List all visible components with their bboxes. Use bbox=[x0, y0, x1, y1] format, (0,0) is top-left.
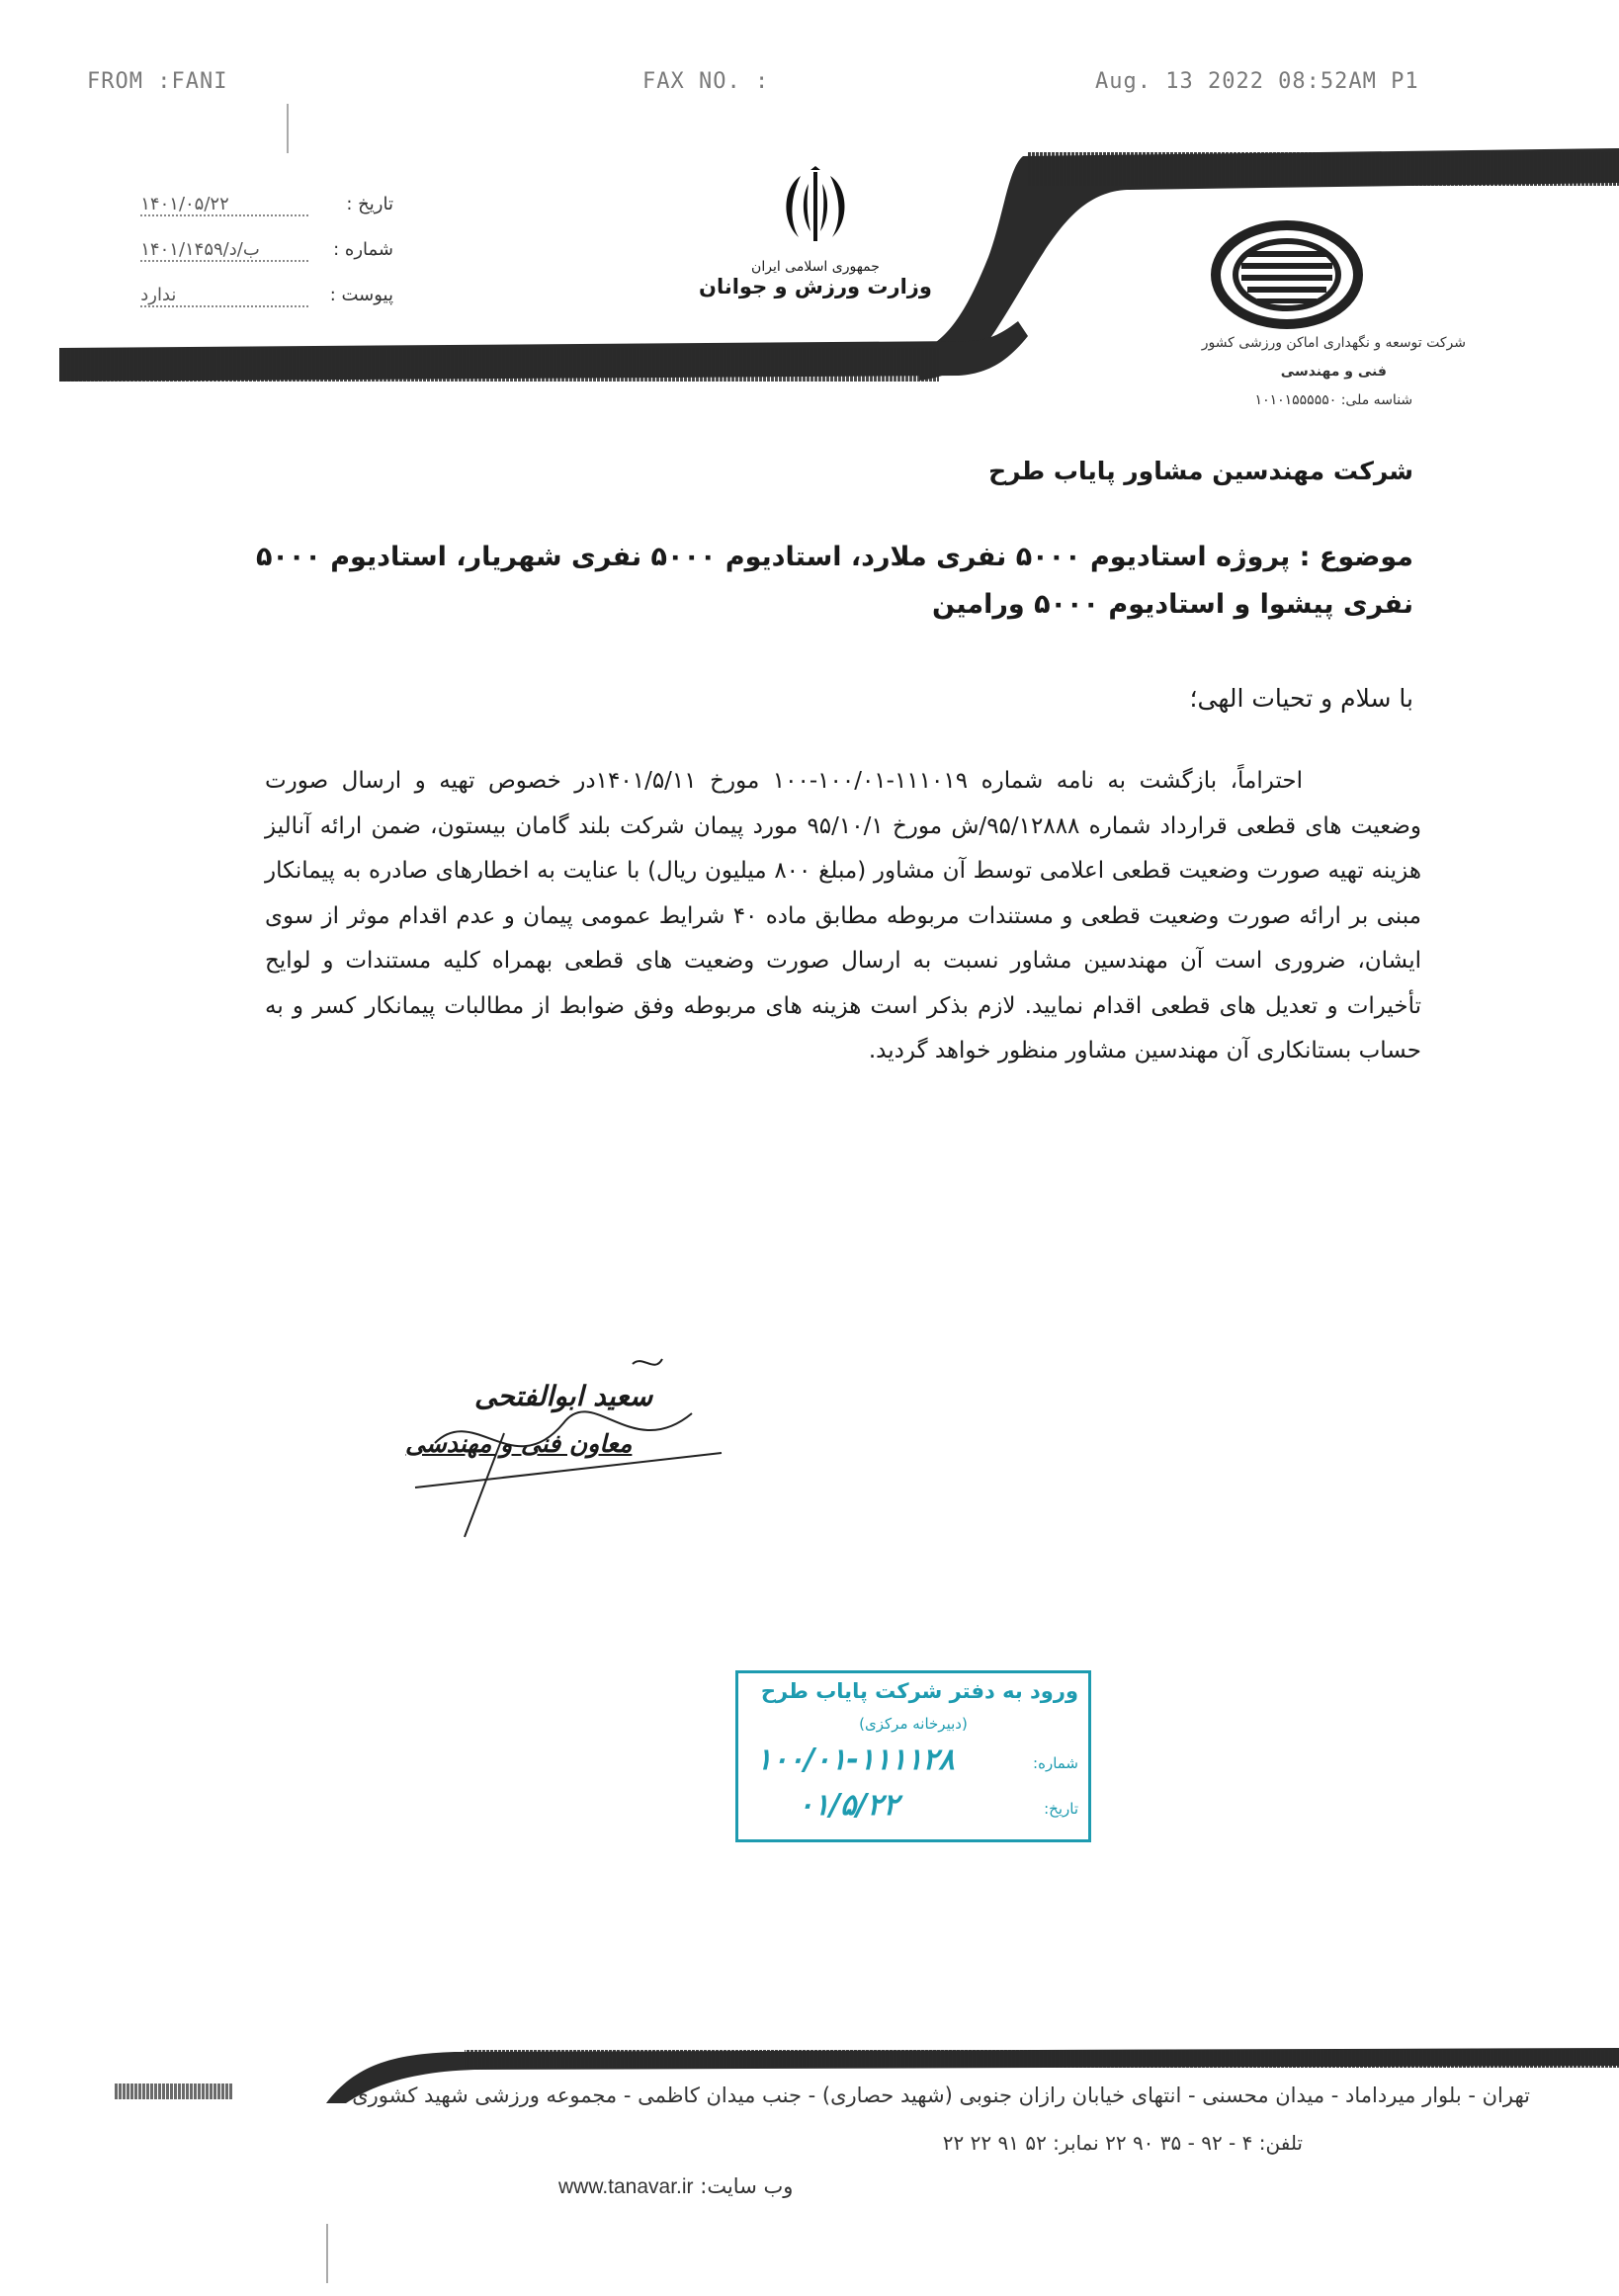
stamp-date-value: ۰۱/۵/۲۲ bbox=[798, 1788, 899, 1823]
greeting: با سلام و تحیات الهی؛ bbox=[1189, 684, 1413, 713]
company-dept: فنی و مهندسی bbox=[1280, 364, 1387, 380]
ministry-name bbox=[692, 259, 939, 298]
recipient: شرکت مهندسین مشاور پایاب طرح bbox=[988, 457, 1413, 485]
fax-number: FAX NO. : bbox=[642, 69, 770, 94]
stamp-number-label: شماره: bbox=[1033, 1754, 1078, 1772]
signatory-name: سعید ابوالفتحی bbox=[474, 1380, 653, 1412]
letter-number-label: شماره : bbox=[333, 239, 393, 260]
scan-artifact-line bbox=[326, 2224, 328, 2283]
stamp-title: ورود به دفتر شرکت پایاب طرح bbox=[760, 1679, 1078, 1703]
stamp-number-value: ۱۰۰/۰۱-۱۱۱۱۲۸ bbox=[756, 1743, 955, 1777]
letter-date-row bbox=[140, 194, 393, 216]
company-logo-icon bbox=[1208, 215, 1366, 334]
letter-attachment-label: پیوست : bbox=[329, 285, 393, 305]
letter-date-value: ۱۴۰۱/۰۵/۲۲ bbox=[140, 194, 308, 216]
signatory-title: معاون فنی و مهندسی bbox=[405, 1429, 633, 1458]
letter-attachment-row bbox=[140, 285, 393, 307]
footer-website-url: www.tanavar.ir bbox=[558, 2175, 694, 2198]
footer-address: تهران - بلوار میرداماد - میدان محسنی - انتهای خیابان رازان جنوبی (شهید حصاری) - جنب میدان کاظمی - مجموعه ورزشی شهید کشوری bbox=[352, 2083, 1530, 2107]
iran-emblem-icon bbox=[771, 166, 860, 255]
stamp-subtitle: (دبیرخانه مرکزی) bbox=[859, 1715, 968, 1733]
letter-body bbox=[265, 759, 1421, 1074]
company-info bbox=[1202, 329, 1466, 415]
body-paragraph: احتراماً، بازگشت به نامه شماره ۱۱۱۰۱۹-۱۰۰/۰۱-۱۰۰ مورخ ۱۴۰۱/۵/۱۱در خصوص تهیه و ارسال صورت وضعیت های قطعی قرارداد شماره ۹۵/۱۲۸۸۸/ش مورخ ۹۵/۱۰/۱ مورد پیمان شرکت بلند گامان بیستون، ضمن ارائه آنالیز هزینه تهیه صورت وضعیت قطعی اعلامی توسط آن مشاور (مبلغ ۸۰۰ میلیون ریال) با عنایت به اخطارهای صادره به پیمانکار مبنی بر ارائه صورت وضعیت قطعی و مستندات مربوطه مطابق ماده ۴۰ شرایط عمومی پیمان و عدم اقدام موثر از سوی ایشان، ضروری است آن مهندسین مشاور نسبت به ارسال صورت وضعیت های قطعی بهمراه کلیه مستندات و لوایح تأخیرات و تعدیل های قطعی اقدام نمایید. لازم بذکر است هزینه های مربوطه وفق ضوابط از مطالبات پیمانکار کسر و به حساب بستانکاری آن مهندسین مشاور منظور خواهد گردید. bbox=[265, 768, 1422, 1063]
footer-phone: تلفن: ۴ - ۹۲ - ۳۵ ۹۰ ۲۲ نمابر: ۵۲ ۹۱ ۲۲ ۲۲ bbox=[942, 2131, 1303, 2155]
letter-number-value: ۱۴۰۱/۱۴۵۹/ب/د bbox=[140, 239, 308, 262]
company-national-id: شناسه ملی: ۱۰۱۰۱۵۵۵۵۵۰ bbox=[1254, 392, 1413, 408]
footer-website-label: وب سایت: bbox=[700, 2174, 794, 2198]
ministry-line1: جمهوری اسلامی ایران bbox=[751, 259, 880, 275]
company-name: شرکت توسعه و نگهداری اماکن ورزشی کشور bbox=[1201, 335, 1466, 351]
stamp-date-label: تاریخ: bbox=[1044, 1800, 1078, 1818]
fax-timestamp: Aug. 13 2022 08:52AM P1 bbox=[1095, 69, 1419, 94]
letter-number-row bbox=[140, 239, 393, 262]
receipt-stamp bbox=[735, 1670, 1091, 1842]
letter-date-label: تاریخ : bbox=[346, 194, 393, 214]
ministry-line2: وزارت ورزش و جوانان bbox=[699, 275, 932, 298]
subject: موضوع : پروژه استادیوم ۵۰۰۰ نفری ملارد، استادیوم ۵۰۰۰ نفری شهریار، استادیوم ۵۰۰۰ نفری پیشوا و استادیوم ۵۰۰۰ ورامین bbox=[255, 542, 1413, 620]
footer-website bbox=[558, 2174, 793, 2199]
letter-attachment-value: ندارد bbox=[140, 285, 308, 307]
fax-sender: FROM :FANI bbox=[87, 69, 228, 94]
